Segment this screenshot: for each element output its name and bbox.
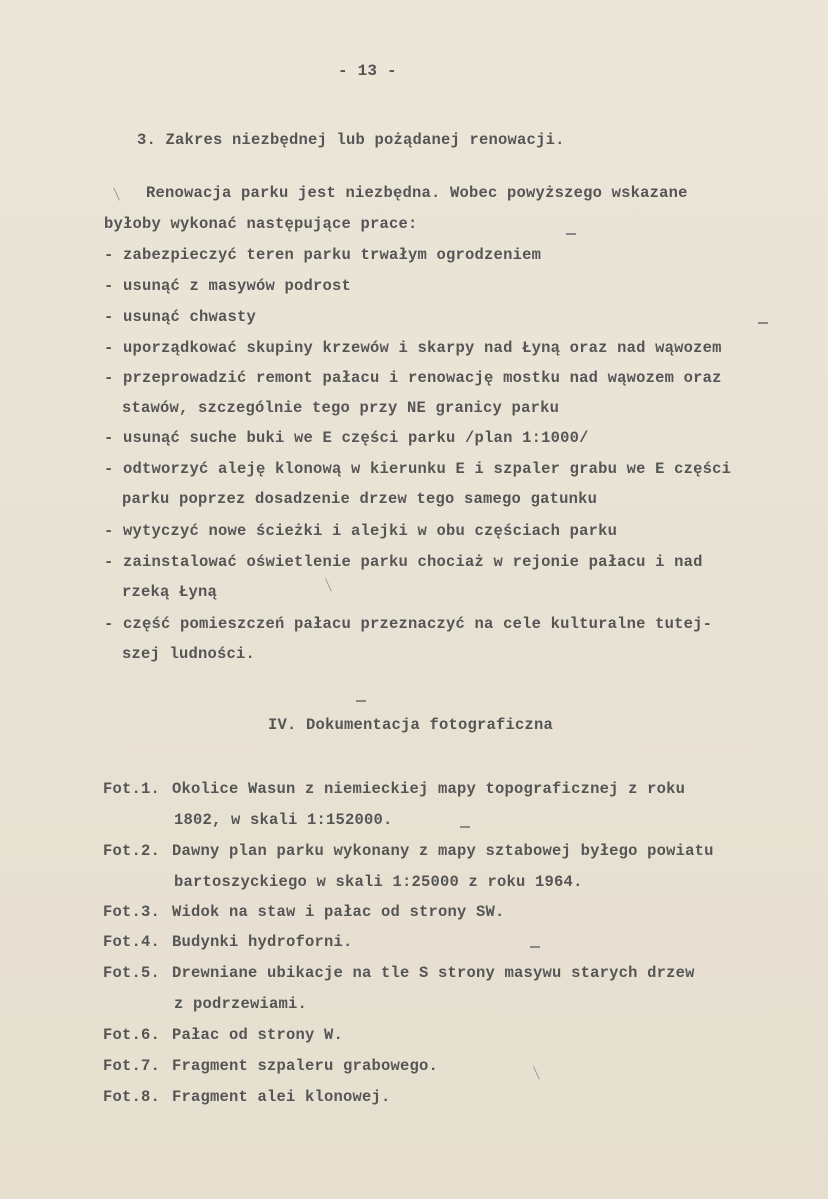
stray-mark xyxy=(533,1066,540,1079)
photo-caption-text-continuation: z podrzewiami. xyxy=(174,995,308,1013)
photo-caption-label: Fot.7. xyxy=(103,1057,161,1075)
photo-caption-text: Budynki hydroforni. xyxy=(172,933,353,951)
photo-caption-text: Pałac od strony W. xyxy=(172,1026,344,1044)
photo-caption-text: Drewniane ubikacje na tle S strony masywu starych drzew xyxy=(172,964,695,982)
photo-caption-label: Fot.5. xyxy=(103,964,161,982)
photo-caption-text: Dawny plan parku wykonany z mapy sztabowej byłego powiatu xyxy=(172,842,714,860)
page-number: - 13 - xyxy=(338,62,397,80)
section-4-heading: IV. Dokumentacja fotograficzna xyxy=(268,716,554,734)
section-3-heading: 3. Zakres niezbędnej lub pożądanej renowacji. xyxy=(137,131,565,149)
list-item: - uporządkować skupiny krzewów i skarpy nad Łyną oraz nad wąwozem xyxy=(104,339,722,357)
list-item: - usunąć suche buki we E części parku /plan 1:1000/ xyxy=(104,429,589,447)
photo-caption-label: Fot.2. xyxy=(103,842,161,860)
list-item: - usunąć chwasty xyxy=(104,308,257,326)
list-item-continuation: szej ludności. xyxy=(122,645,256,663)
list-item: - zainstalować oświetlenie parku chociaż w rejonie pałacu i nad xyxy=(104,553,703,571)
photo-caption-label: Fot.4. xyxy=(103,933,161,951)
photo-caption-label: Fot.8. xyxy=(103,1088,161,1106)
stray-mark xyxy=(460,826,470,828)
stray-mark xyxy=(113,187,120,200)
stray-mark xyxy=(325,578,332,591)
stray-mark xyxy=(566,233,576,235)
stray-mark xyxy=(356,700,366,702)
list-item: - przeprowadzić remont pałacu i renowację mostku nad wąwozem oraz xyxy=(104,369,722,387)
photo-caption-text: Fragment alei klonowej. xyxy=(172,1088,391,1106)
list-item: - wytyczyć nowe ścieżki i alejki w obu częściach parku xyxy=(104,522,618,540)
list-item: - część pomieszczeń pałacu przeznaczyć na cele kulturalne tutej- xyxy=(104,615,713,633)
stray-mark xyxy=(758,322,768,324)
list-item: - usunąć z masywów podrost xyxy=(104,277,352,295)
photo-caption-text: Okolice Wasun z niemieckiej mapy topograficznej z roku xyxy=(172,780,686,798)
list-item: - zabezpieczyć teren parku trwałym ogrodzeniem xyxy=(104,246,542,264)
list-item: - odtworzyć aleję klonową w kierunku E i szpaler grabu we E części xyxy=(104,460,732,478)
photo-caption-label: Fot.6. xyxy=(103,1026,161,1044)
section-3-intro-line-2: byłoby wykonać następujące prace: xyxy=(104,215,418,233)
list-item-continuation: parku poprzez dosadzenie drzew tego samego gatunku xyxy=(122,490,598,508)
photo-caption-label: Fot.3. xyxy=(103,903,161,921)
stray-mark xyxy=(530,946,540,948)
photo-caption-text-continuation: bartoszyckiego w skali 1:25000 z roku 1964. xyxy=(174,873,583,891)
photo-caption-label: Fot.1. xyxy=(103,780,161,798)
photo-caption-text: Widok na staw i pałac od strony SW. xyxy=(172,903,505,921)
section-3-intro-line-1: Renowacja parku jest niezbędna. Wobec powyższego wskazane xyxy=(146,184,688,202)
photo-caption-text-continuation: 1802, w skali 1:152000. xyxy=(174,811,393,829)
photo-caption-text: Fragment szpaleru grabowego. xyxy=(172,1057,439,1075)
list-item-continuation: rzeką Łyną xyxy=(122,583,218,601)
list-item-continuation: stawów, szczególnie tego przy NE granicy parku xyxy=(122,399,560,417)
